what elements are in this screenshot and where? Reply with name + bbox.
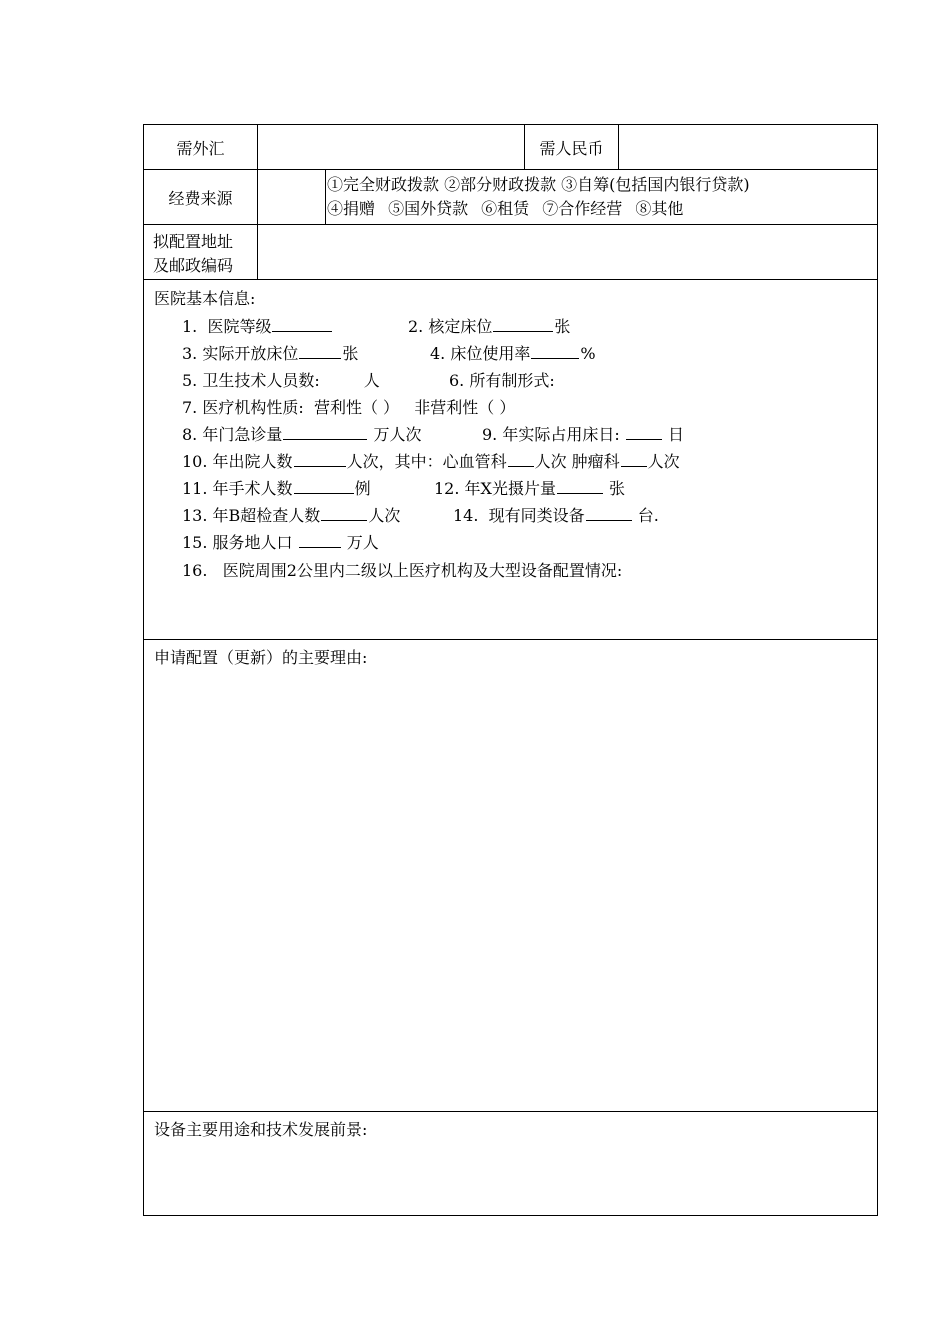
currency-row [144, 125, 877, 170]
usage-textarea[interactable] [144, 1146, 877, 1215]
item-population: 15. 服务地人口 万人 [182, 533, 379, 552]
item-open-beds: 3. 实际开放床位 张 [182, 344, 359, 363]
address-label: 拟配置地址 及邮政编码 [153, 232, 234, 275]
existing-equipment-blank[interactable] [586, 506, 632, 521]
address-field[interactable] [257, 225, 877, 279]
usage-section [144, 1112, 877, 1215]
foreign-currency-label: 需外汇 [176, 138, 225, 158]
item-bed-usage: 4. 床位使用率 % [430, 344, 596, 363]
item-surgeries: 11. 年手术人数 例 [182, 479, 371, 498]
hospital-level-blank[interactable] [272, 317, 332, 332]
xray-blank[interactable] [557, 479, 603, 494]
foreign-currency-field[interactable] [257, 125, 524, 169]
usage-title: 设备主要用途和技术发展前景: [154, 1120, 368, 1139]
item-discharges: 10. 年出院人数 人次，其中：心血管科 人次 肿瘤科 人次 [182, 452, 680, 471]
item-xray: 12. 年X光摄片量 张 [434, 479, 626, 498]
item-bed-days: 9. 年实际占用床日: 日 [482, 425, 684, 444]
item-ultrasound: 13. 年B超检查人数 人次 [182, 506, 401, 525]
reason-section [144, 640, 877, 1112]
approved-beds-blank[interactable] [493, 317, 553, 332]
for-profit-option[interactable]: 营利性（ ） [313, 398, 400, 417]
ultrasound-blank[interactable] [321, 506, 367, 521]
bed-usage-blank[interactable] [531, 344, 579, 359]
hospital-info-section [144, 280, 877, 640]
funding-choice-field[interactable] [257, 170, 325, 224]
item-approved-beds: 2. 核定床位 张 [408, 317, 571, 336]
item-existing-equipment: 14. 现有同类设备 台. [453, 506, 659, 525]
item-nearby-institutions: 16. 医院周围2公里内二级以上医疗机构及大型设备配置情况: [182, 561, 623, 580]
funding-options-line2: ④捐赠 ⑤国外贷款 ⑥租赁 ⑦合作经营 ⑧其他 [327, 199, 684, 218]
application-form [143, 124, 878, 1216]
discharges-blank[interactable] [294, 452, 346, 467]
funding-options [325, 170, 877, 224]
cardiology-blank[interactable] [508, 452, 534, 467]
address-row [144, 225, 877, 280]
hospital-info-title: 医院基本信息: [154, 289, 256, 308]
bed-days-blank[interactable] [626, 425, 662, 440]
item-hospital-level: 1. 医院等级 [182, 317, 333, 337]
item-institution-nature: 7. 医疗机构性质: 营利性（ ） 非营利性（ ） [182, 398, 516, 417]
item-annual-visits: 8. 年门急诊量 万人次 [182, 425, 422, 444]
annual-visits-blank[interactable] [283, 425, 367, 440]
open-beds-blank[interactable] [299, 344, 341, 359]
funding-row [144, 170, 877, 225]
reason-textarea[interactable] [144, 674, 877, 1111]
population-blank[interactable] [299, 533, 341, 548]
item-medical-staff: 5. 卫生技术人员数: 人 [182, 371, 380, 390]
funding-label: 经费来源 [168, 188, 233, 208]
item-ownership: 6. 所有制形式: [449, 371, 555, 390]
non-profit-option[interactable]: 非营利性（ ） [414, 398, 516, 417]
surgeries-blank[interactable] [294, 479, 354, 494]
rmb-field[interactable] [618, 125, 877, 169]
funding-options-line1: ①完全财政拨款 ②部分财政拨款 ③自筹(包括国内银行贷款) [327, 175, 750, 194]
rmb-label: 需人民币 [524, 125, 618, 169]
oncology-blank[interactable] [621, 452, 647, 467]
reason-title: 申请配置（更新）的主要理由: [154, 648, 368, 667]
